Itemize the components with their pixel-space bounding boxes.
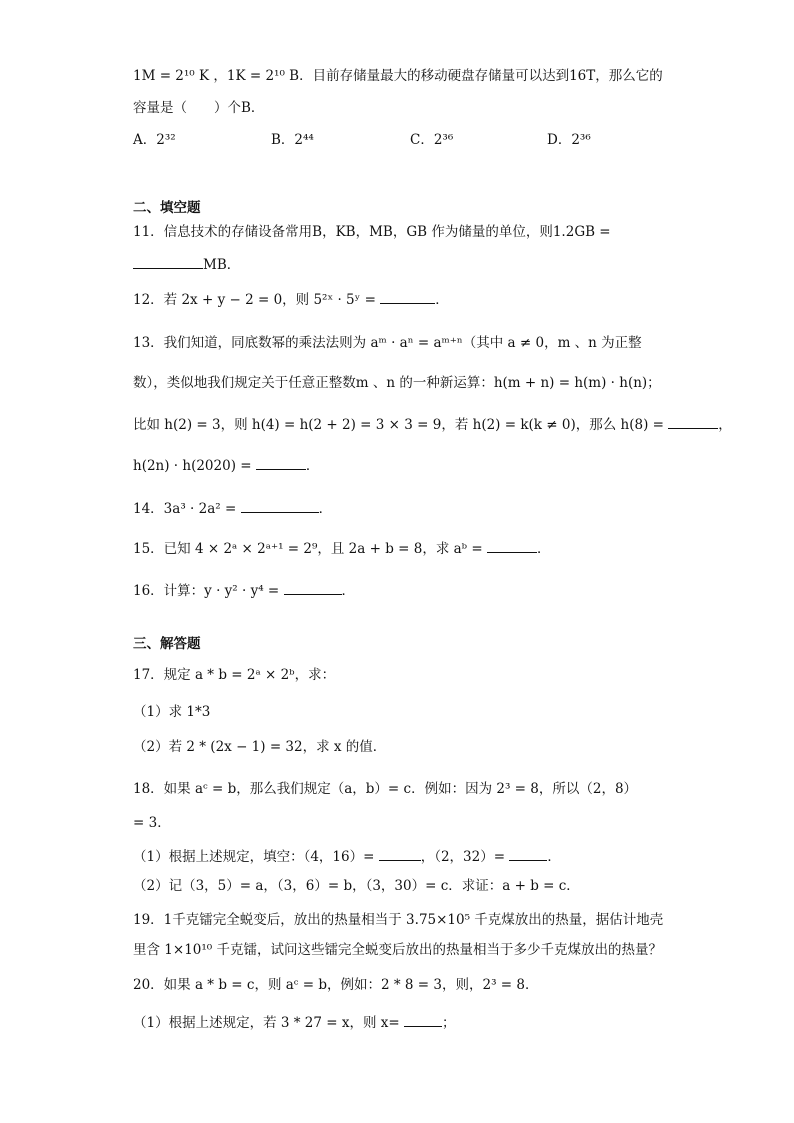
option-c[interactable]: C．2³⁶ (410, 132, 454, 148)
q13-line4 (133, 455, 319, 476)
option-a[interactable]: A．2³² (133, 132, 176, 148)
answer-blank[interactable] (379, 846, 421, 861)
q17-part1: （1）求 1*3 (133, 704, 211, 720)
q10-stem-line2: 容量是（ ）个B． (133, 100, 265, 116)
answer-blank[interactable] (487, 538, 537, 553)
punctuation: ． (536, 541, 551, 557)
punctuation: ． (547, 849, 561, 865)
q11-unit: MB． (203, 257, 241, 273)
punctuation: ． (318, 501, 333, 517)
answer-blank[interactable] (133, 254, 203, 269)
q16-text: 16．计算：y · y² · y⁴ = (133, 583, 280, 599)
punctuation: ． (341, 583, 356, 599)
punctuation: ； (442, 1015, 456, 1031)
q13-line2: 数），类似地我们规定关于任意正整数m 、n 的一种新运算：h(m + n) = h(m) · h(n)； (133, 375, 661, 391)
q15-text: 15．已知 4 × 2ᵃ × 2ᵃ⁺¹ = 2⁹，且 2a + b = 8，求 aᵇ = (133, 541, 483, 557)
q11-line2 (133, 254, 240, 275)
q14-text: 14．3a³ · 2a² = (133, 501, 237, 517)
q20-part1 (133, 1012, 456, 1033)
punctuation: ． (305, 458, 320, 474)
q17-line: 17．规定 a * b = 2ᵃ × 2ᵇ，求： (133, 667, 336, 683)
q18-text: ，（2，32）= (420, 849, 506, 865)
answer-blank[interactable] (284, 580, 342, 595)
answer-blank[interactable] (404, 1012, 442, 1027)
section-heading-solve: 三、解答题 (133, 636, 201, 652)
q11-line1: 11．信息技术的存储设备常用B，KB，MB，GB 作为储量的单位，则1.2GB = (133, 224, 611, 240)
q19-line2: 里含 1×10¹⁰ 千克镭，试问这些镭完全蜕变后放出的热量相当于多少千克煤放出的热量？ (133, 942, 662, 958)
q12-text: 12．若 2x + y − 2 = 0，则 5²ˣ · 5ʸ = (133, 292, 376, 308)
q20-text: （1）根据上述规定，若 3 * 27 = x，则 x= (133, 1015, 400, 1031)
q18-text: （1）根据上述规定，填空：（4，16）= (133, 849, 375, 865)
q10-stem-line1: 1M = 2¹⁰ K ，1K = 2¹⁰ B．目前存储量最大的移动硬盘存储量可以达到16T，那么它的 (133, 68, 663, 84)
q14-line (133, 498, 332, 519)
section-heading-fill: 二、填空题 (133, 200, 201, 216)
q10-options (133, 130, 653, 150)
q17-part2: （2）若 2 * (2x − 1) = 32，求 x 的值． (133, 739, 387, 755)
q18-line2: = 3． (133, 815, 171, 831)
option-b[interactable]: B．2⁴⁴ (271, 132, 314, 148)
answer-blank[interactable] (509, 846, 547, 861)
option-d[interactable]: D．2³⁶ (547, 132, 591, 148)
q18-line1: 18．如果 aᶜ = b，那么我们规定（a，b）= c．例如：因为 2³ = 8，所以（2，8） (133, 781, 638, 797)
q16-line (133, 580, 355, 601)
q19-line1: 19．1千克镭完全蜕变后，放出的热量相当于 3.75×10⁵ 千克煤放出的热量，据估计地壳 (133, 912, 664, 928)
punctuation: ， (718, 417, 732, 433)
q13-text: 比如 h(2) = 3，则 h(4) = h(2 + 2) = 3 × 3 = 9，若 h(2) = k(k ≠ 0)，那么 h(8) = (133, 417, 664, 433)
answer-blank[interactable] (380, 289, 435, 304)
answer-blank[interactable] (241, 498, 319, 513)
q15-line (133, 538, 550, 559)
answer-blank[interactable] (256, 455, 306, 470)
q13-text: h(2n) · h(2020) = (133, 458, 252, 474)
q13-line1: 13．我们知道，同底数幂的乘法法则为 aᵐ · aⁿ = aᵐ⁺ⁿ（其中 a ≠ 0，m 、n 为正整 (133, 335, 642, 351)
q13-line3 (133, 414, 732, 435)
answer-blank[interactable] (668, 414, 718, 429)
q12-line (133, 289, 449, 310)
q18-part2: （2）记（3，5）= a，（3，6）= b，（3，30）= c．求证：a + b = c． (133, 878, 580, 894)
punctuation: ． (435, 292, 449, 308)
q18-part1 (133, 846, 561, 867)
q20-line: 20．如果 a * b = c，则 aᶜ = b，例如：2 * 8 = 3，则，2³ = 8． (133, 977, 539, 993)
